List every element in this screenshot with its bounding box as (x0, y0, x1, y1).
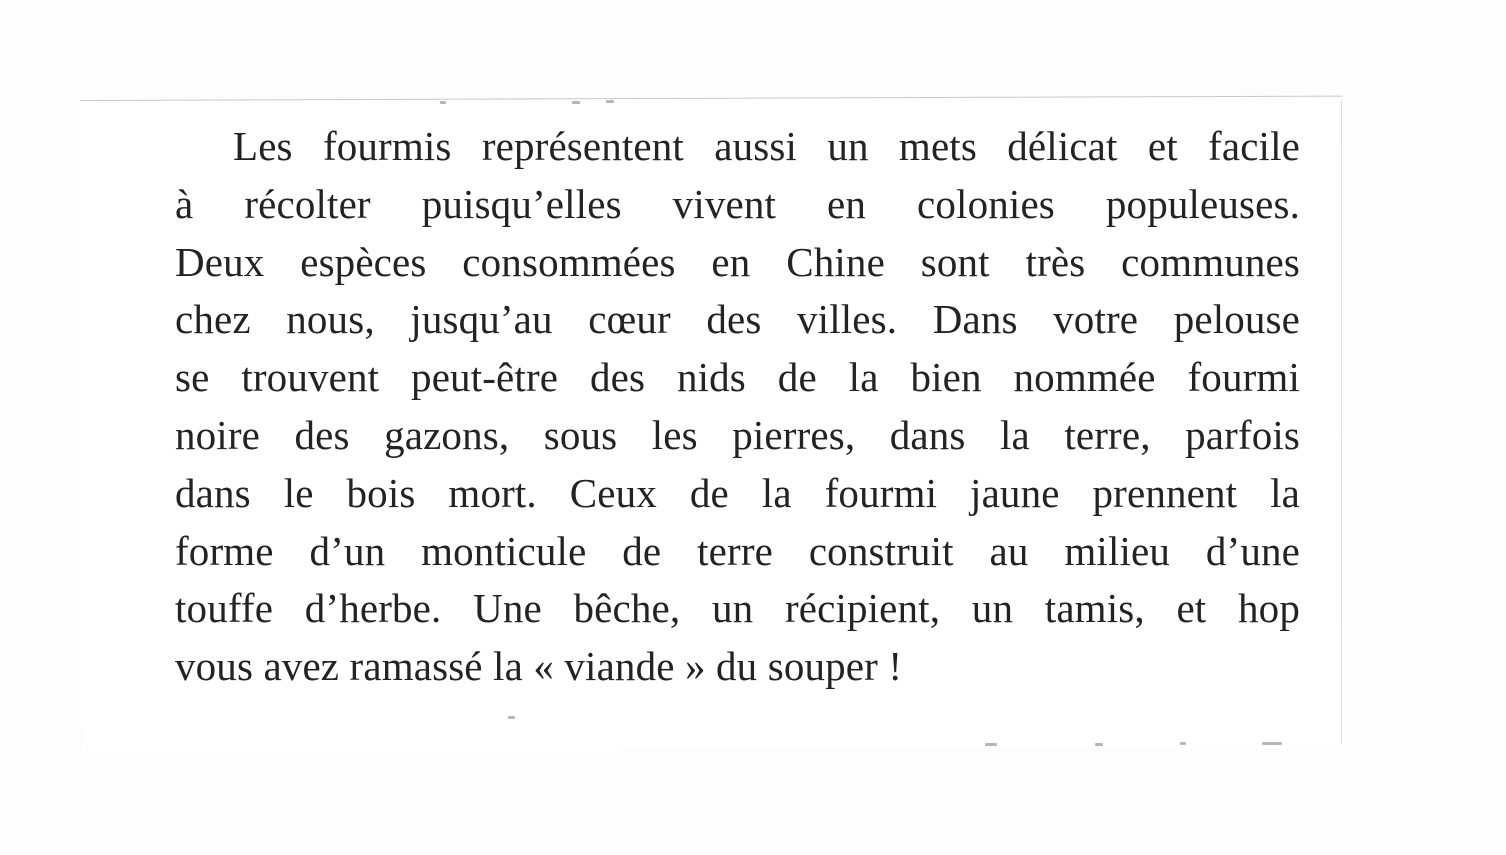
clipping-right-edge (1341, 100, 1342, 745)
paragraph-line: chez nous, jusqu’au cœur des villes. Dans votre pelouse (175, 296, 1300, 343)
paragraph-line: Les fourmis représentent aussi un mets délicat et facile (233, 123, 1300, 169)
cut-text-fragment-top (440, 101, 446, 104)
cut-text-fragment-top (606, 100, 614, 103)
paragraph-line: noire des gazons, sous les pierres, dans la terre, parfois (175, 411, 1300, 458)
cut-text-fragment-top (572, 101, 580, 104)
cut-text-fragment-bottom (1262, 742, 1282, 745)
cut-text-fragment-bottom (1095, 743, 1103, 746)
cut-text-fragment-bottom (508, 716, 515, 719)
cut-text-fragment-bottom (985, 743, 997, 746)
cut-text-fragment-bottom (1180, 742, 1186, 745)
paragraph-line: dans le bois mort. Ceux de la fourmi jaune prennent la (175, 469, 1300, 516)
paragraph-line: forme d’un monticule de terre construit au milieu d’une (175, 527, 1300, 574)
paragraph-line: Deux espèces consommées en Chine sont très communes (175, 238, 1300, 285)
paragraph-line: vous avez ramassé la « viande » du souper ! (175, 643, 903, 690)
paragraph-line: touffe d’herbe. Une bêche, un récipient, un tamis, et hop (175, 585, 1300, 632)
paragraph (175, 118, 1300, 696)
paragraph-line: à récolter puisqu’elles vivent en colonies populeuses. (175, 180, 1300, 227)
paragraph-line: se trouvent peut-être des nids de la bien nommée fourmi (175, 354, 1300, 401)
